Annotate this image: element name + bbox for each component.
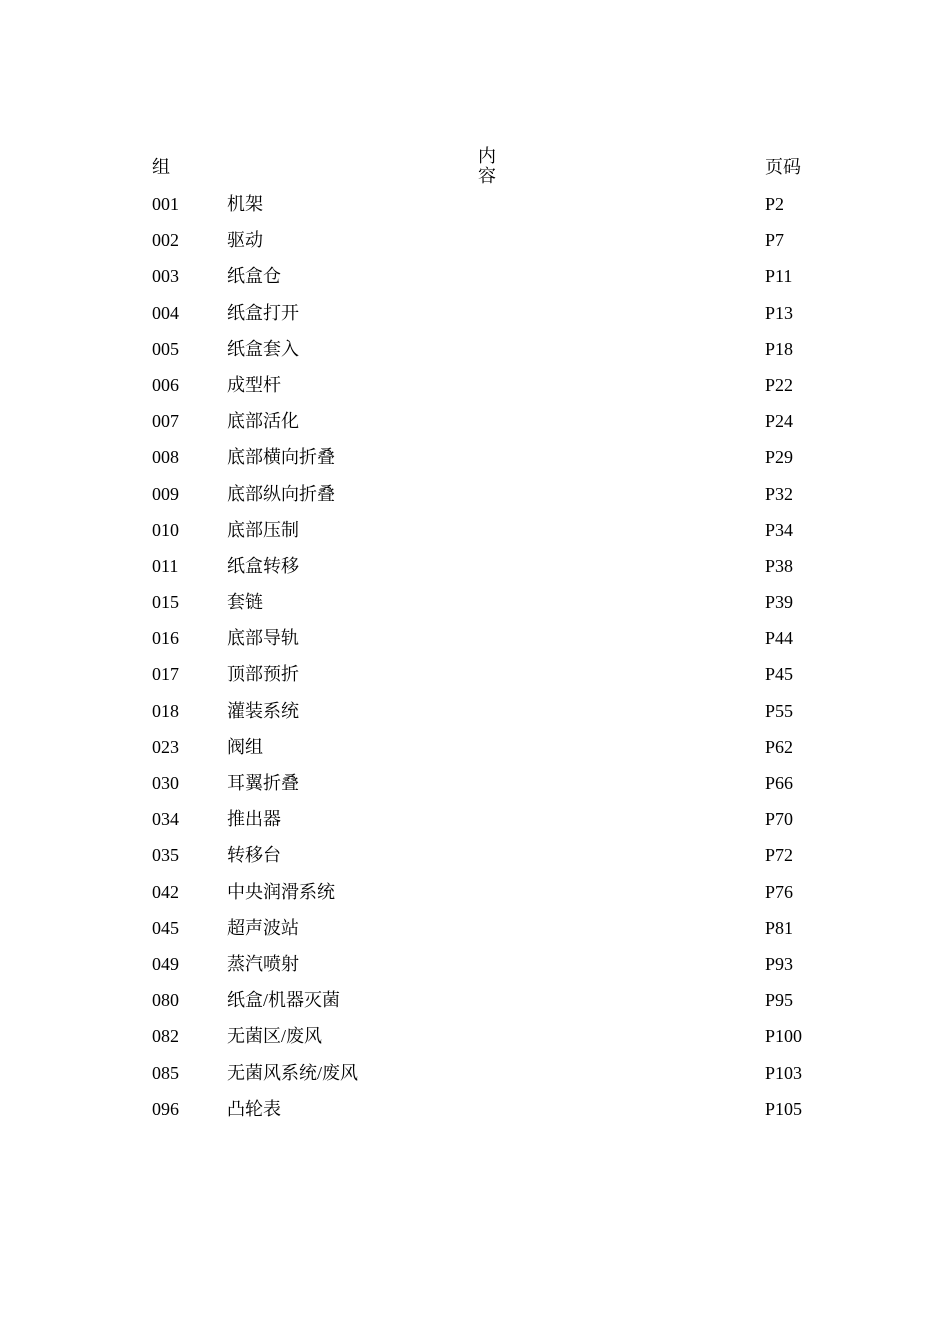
table-row	[152, 1021, 812, 1057]
section-name: 阀组	[227, 736, 263, 757]
page-number: P72	[765, 845, 794, 866]
group-number: 009	[152, 483, 179, 504]
section-name: 驱动	[227, 230, 263, 251]
table-row	[152, 877, 812, 913]
section-name: 顶部预折	[227, 664, 299, 685]
section-name: 纸盒套入	[227, 338, 299, 359]
page-number: P103	[765, 1062, 803, 1083]
table-row	[152, 479, 812, 515]
page-number: P81	[765, 917, 794, 938]
page-number: P39	[765, 592, 794, 613]
page-number: P93	[765, 953, 794, 974]
group-number: 005	[152, 338, 179, 359]
table-row	[152, 370, 812, 406]
toc-header	[152, 143, 812, 189]
page-number: P95	[765, 990, 794, 1011]
group-number: 030	[152, 773, 179, 793]
section-name: 推出器	[227, 809, 281, 830]
page-number: P45	[765, 664, 794, 685]
group-number: 085	[152, 1062, 179, 1083]
table-row	[152, 261, 812, 297]
group-number: 007	[152, 411, 179, 432]
group-number: 003	[152, 266, 179, 287]
table-row	[152, 298, 812, 334]
group-number: 080	[152, 990, 179, 1011]
table-row	[152, 515, 812, 551]
page-number: P7	[765, 230, 785, 251]
group-number: 034	[152, 809, 179, 830]
group-number: 023	[152, 736, 179, 757]
table-row	[152, 913, 812, 949]
group-number: 018	[152, 700, 179, 721]
section-name: 纸盒转移	[227, 555, 299, 576]
section-name: 中央润滑系统	[227, 881, 335, 902]
group-number: 011	[152, 555, 179, 576]
table-row	[152, 768, 812, 804]
table-row	[152, 949, 812, 985]
section-name: 无菌区/废风	[227, 1026, 323, 1047]
group-number: 082	[152, 1026, 179, 1047]
section-name: 耳翼折叠	[227, 773, 299, 793]
table-row	[152, 985, 812, 1021]
table-row	[152, 804, 812, 840]
section-name: 底部压制	[227, 519, 299, 540]
table-row	[152, 840, 812, 876]
page-number: P70	[765, 809, 794, 830]
section-name: 底部纵向折叠	[227, 483, 335, 504]
page-number: P105	[765, 1098, 803, 1119]
group-number: 008	[152, 447, 179, 468]
section-name: 机架	[227, 194, 263, 214]
section-name: 套链	[227, 592, 263, 613]
page-number: P100	[765, 1026, 803, 1047]
table-row	[152, 551, 812, 587]
group-number: 035	[152, 845, 179, 866]
page-number: P18	[765, 338, 794, 359]
table-row	[152, 623, 812, 659]
group-number: 049	[152, 953, 179, 974]
table-row	[152, 1058, 812, 1094]
page-number: P32	[765, 483, 794, 504]
page-number: P13	[765, 302, 794, 323]
header-group: 组	[152, 157, 170, 177]
table-row	[152, 732, 812, 768]
header-page: 页码	[765, 157, 801, 177]
table-row	[152, 659, 812, 695]
section-name: 超声波站	[227, 917, 299, 938]
group-number: 042	[152, 881, 179, 902]
table-row	[152, 587, 812, 623]
page-number: P34	[765, 519, 794, 540]
page-number: P62	[765, 736, 794, 757]
group-number: 004	[152, 302, 179, 323]
section-name: 蒸汽喷射	[227, 953, 299, 974]
section-name: 无菌风系统/废风	[227, 1062, 359, 1083]
group-number: 016	[152, 628, 179, 649]
group-number: 001	[152, 194, 179, 214]
page-number: P55	[765, 700, 794, 721]
section-name: 纸盒仓	[227, 266, 281, 287]
section-name: 底部横向折叠	[227, 447, 335, 468]
group-number: 017	[152, 664, 179, 685]
section-name: 底部活化	[227, 411, 299, 432]
page-number: P2	[765, 194, 785, 214]
section-name: 凸轮表	[227, 1098, 281, 1119]
toc-rows	[152, 189, 812, 1130]
page-number: P11	[765, 266, 793, 287]
page-number: P76	[765, 881, 794, 902]
page-number: P38	[765, 555, 794, 576]
section-name: 底部导轨	[227, 628, 299, 649]
table-row	[152, 1094, 812, 1130]
section-name: 纸盒/机器灭菌	[227, 990, 341, 1011]
section-name: 纸盒打开	[227, 302, 299, 323]
page-number: P24	[765, 411, 794, 432]
page-number: P44	[765, 628, 794, 649]
header-content: 内容	[478, 146, 496, 186]
group-number: 010	[152, 519, 179, 540]
group-number: 006	[152, 374, 179, 395]
section-name: 成型杆	[227, 374, 281, 395]
section-name: 转移台	[227, 845, 281, 866]
group-number: 002	[152, 230, 179, 251]
group-number: 096	[152, 1098, 179, 1119]
table-row	[152, 406, 812, 442]
page-number: P29	[765, 447, 794, 468]
table-row	[152, 334, 812, 370]
table-row	[152, 189, 812, 225]
table-of-contents	[152, 143, 812, 1130]
table-row	[152, 696, 812, 732]
page-number: P66	[765, 773, 794, 793]
group-number: 015	[152, 592, 179, 613]
table-row	[152, 225, 812, 261]
group-number: 045	[152, 917, 179, 938]
table-row	[152, 442, 812, 478]
section-name: 灌装系统	[227, 700, 299, 721]
page-number: P22	[765, 374, 794, 395]
